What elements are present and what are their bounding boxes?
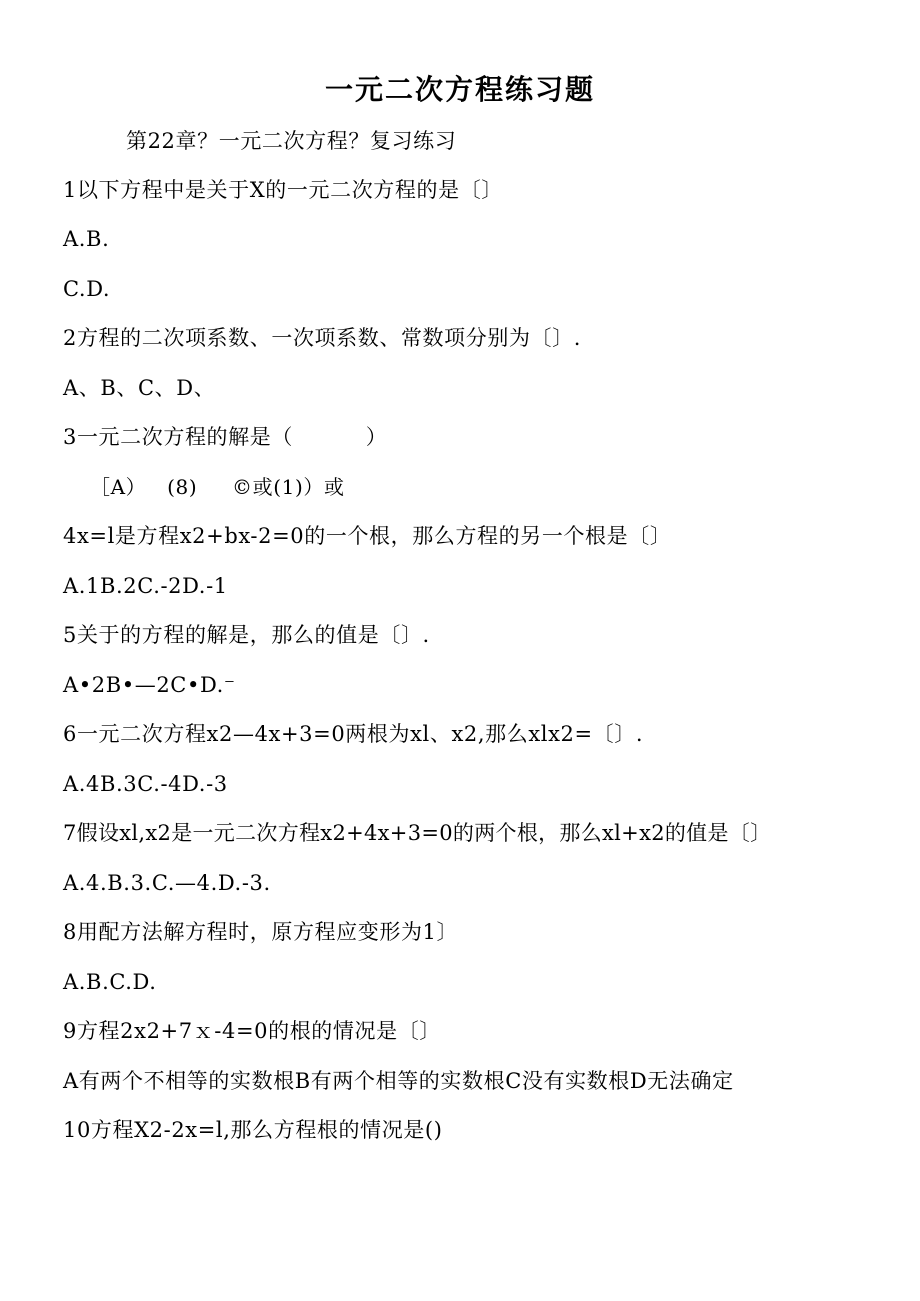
question-5-options: A•2B•—2C•D.⁻ bbox=[63, 673, 236, 697]
question-1-options-ab: A.B. bbox=[63, 227, 110, 251]
document-title: 一元二次方程练习题 bbox=[324, 73, 595, 106]
question-8: 8用配方法解方程时，原方程应变形为1〕 bbox=[63, 920, 459, 944]
question-10: 10方程X2-2x=l,那么方程根的情况是() bbox=[63, 1118, 443, 1142]
question-9-options: A有两个不相等的实数根B有两个相等的实数根C没有实数根D无法确定 bbox=[63, 1069, 734, 1093]
document-subtitle: 第22章？一元二次方程？复习练习 bbox=[126, 129, 457, 153]
question-8-options: A.B.C.D. bbox=[63, 970, 157, 994]
question-5: 5关于的方程的解是，那么的值是〔〕. bbox=[63, 623, 430, 647]
question-3-options: ［A） (8) ©或(1)）或 bbox=[90, 475, 345, 499]
question-3: 3一元二次方程的解是（ ） bbox=[63, 425, 388, 449]
question-7-options: A.4.B.3.C.—4.D.-3. bbox=[63, 871, 271, 895]
question-6-options: A.4B.3C.-4D.-3 bbox=[63, 772, 228, 796]
question-9: 9方程2x2+7ｘ-4=0的根的情况是〔〕 bbox=[63, 1019, 441, 1043]
question-6: 6一元二次方程x2—4x+3=0两根为xl、x2,那么xlx2=〔〕. bbox=[63, 722, 644, 746]
question-1: 1以下方程中是关于X的一元二次方程的是〔〕 bbox=[63, 178, 503, 202]
question-2-options: A、B、C、D、 bbox=[63, 376, 216, 400]
question-4-options: A.1B.2C.-2D.-1 bbox=[63, 574, 228, 598]
question-1-options-cd: C.D. bbox=[63, 277, 111, 301]
question-2: 2方程的二次项系数、一次项系数、常数项分别为〔〕. bbox=[63, 326, 582, 350]
question-4: 4x=l是方程x2+bx-2=0的一个根，那么方程的另一个根是〔〕 bbox=[63, 524, 672, 548]
question-7: 7假设xl,x2是一元二次方程x2+4x+3=0的两个根，那么xl+x2的值是〔〕 bbox=[63, 821, 772, 845]
